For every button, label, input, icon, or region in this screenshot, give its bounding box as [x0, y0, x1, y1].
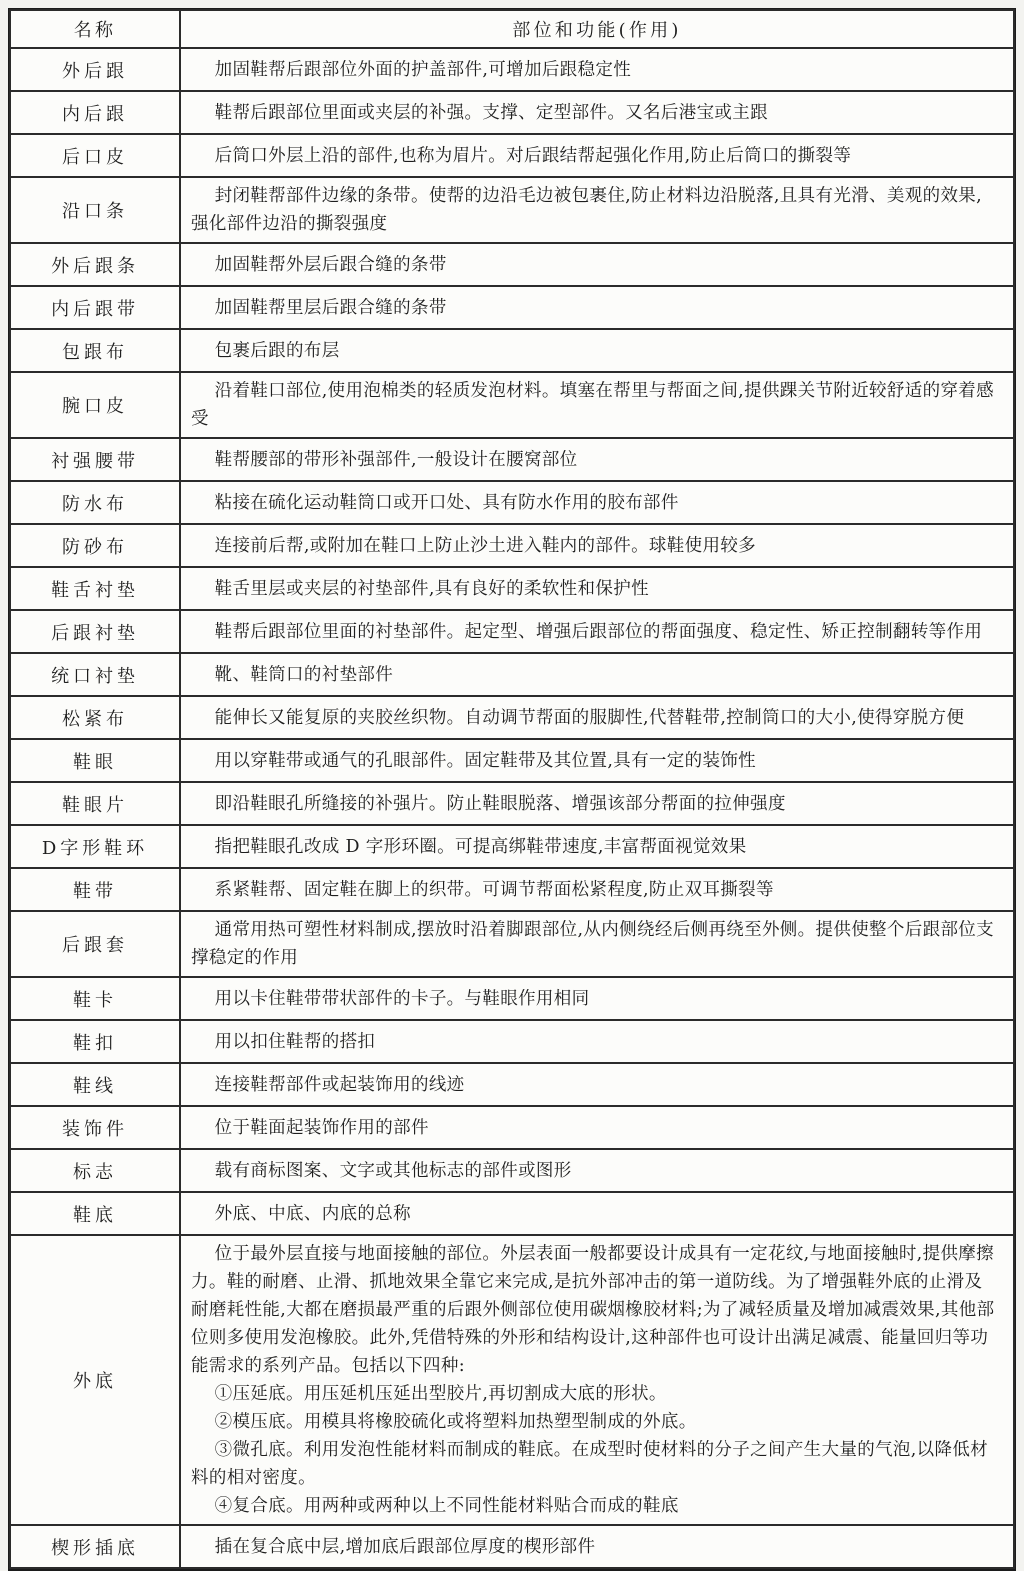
part-name-cell: 鞋线 — [10, 1063, 180, 1106]
part-function-paragraph: 外底、中底、内底的总称 — [214, 1203, 411, 1224]
table-row — [10, 524, 1014, 567]
part-name-cell: 后跟套 — [10, 911, 180, 977]
part-function-cell — [180, 91, 1014, 134]
document-page — [8, 8, 1016, 1571]
part-name-cell: 外后跟 — [10, 48, 180, 91]
part-function-cell — [180, 372, 1014, 438]
part-function-paragraph: 后筒口外层上沿的部件,也称为眉片。对后跟结帮起强化作用,防止后筒口的撕裂等 — [214, 145, 852, 166]
part-function-paragraph: 位于鞋面起装饰作用的部件 — [214, 1117, 429, 1138]
part-function-paragraph: 封闭鞋帮部件边缘的条带。使帮的边沿毛边被包裹住,防止材料边沿脱落,且具有光滑、美观的效果,强化部件边沿的撕裂强度 — [191, 186, 983, 234]
part-function-cell — [180, 286, 1014, 329]
part-function-paragraph: 用以扣住鞋帮的搭扣 — [214, 1031, 376, 1052]
table-row — [10, 1020, 1014, 1063]
table-row — [10, 481, 1014, 524]
part-function-cell — [180, 567, 1014, 610]
part-name-cell: 内后跟带 — [10, 286, 180, 329]
part-function-paragraph: ②模压底。用模具将橡胶硫化或将塑料加热塑型制成的外底。 — [214, 1412, 697, 1432]
part-function-cell — [180, 782, 1014, 825]
part-function-paragraph: 鞋帮后跟部位里面的衬垫部件。起定型、增强后跟部位的帮面强度、稳定性、矫正控制翻转等作用 — [214, 621, 983, 642]
part-function-paragraph: 即沿鞋眼孔所缝接的补强片。防止鞋眼脱落、增强该部分帮面的拉伸强度 — [214, 793, 786, 814]
table-row — [10, 372, 1014, 438]
table-row — [10, 567, 1014, 610]
table-row — [10, 286, 1014, 329]
table-row — [10, 911, 1014, 977]
part-function-cell — [180, 438, 1014, 481]
table-row — [10, 134, 1014, 177]
part-function-cell — [180, 825, 1014, 868]
part-name-cell: 松紧布 — [10, 696, 180, 739]
part-function-paragraph: ①压延底。用压延机压延出型胶片,再切割成大底的形状。 — [214, 1384, 667, 1404]
part-function-paragraph: 用以穿鞋带或通气的孔眼部件。固定鞋带及其位置,具有一定的装饰性 — [214, 750, 757, 771]
part-name-cell: 装饰件 — [10, 1106, 180, 1149]
parts-table-body — [10, 48, 1014, 1568]
part-function-cell — [180, 868, 1014, 911]
table-row — [10, 1235, 1014, 1525]
part-function-paragraph: 系紧鞋帮、固定鞋在脚上的织带。可调节帮面松紧程度,防止双耳撕裂等 — [214, 879, 774, 900]
part-function-cell — [180, 1063, 1014, 1106]
part-function-cell — [180, 911, 1014, 977]
table-row — [10, 696, 1014, 739]
table-header-row — [10, 10, 1014, 48]
part-name-cell: 防砂布 — [10, 524, 180, 567]
part-name-cell: 包跟布 — [10, 329, 180, 372]
part-function-cell — [180, 739, 1014, 782]
part-function-cell — [180, 977, 1014, 1020]
table-row — [10, 739, 1014, 782]
part-name-cell: 腕口皮 — [10, 372, 180, 438]
part-function-cell — [180, 1192, 1014, 1235]
part-function-cell — [180, 1235, 1014, 1525]
table-row — [10, 977, 1014, 1020]
part-function-paragraph: 靴、鞋筒口的衬垫部件 — [214, 664, 394, 685]
part-name-cell: 鞋带 — [10, 868, 180, 911]
part-name-cell: 防水布 — [10, 481, 180, 524]
table-row — [10, 48, 1014, 91]
table-row — [10, 438, 1014, 481]
table-row — [10, 653, 1014, 696]
part-function-paragraph: 连接前后帮,或附加在鞋口上防止沙土进入鞋内的部件。球鞋使用较多 — [214, 535, 757, 556]
part-function-cell — [180, 696, 1014, 739]
part-function-cell — [180, 610, 1014, 653]
table-row — [10, 1525, 1014, 1568]
part-name-cell: 标志 — [10, 1149, 180, 1192]
table-row — [10, 610, 1014, 653]
table-row — [10, 1149, 1014, 1192]
part-function-paragraph: 用以卡住鞋带带状部件的卡子。与鞋眼作用相同 — [214, 988, 590, 1009]
part-function-paragraph: 鞋帮后跟部位里面或夹层的补强。支撑、定型部件。又名后港宝或主跟 — [214, 102, 768, 123]
table-row — [10, 177, 1014, 243]
part-function-cell — [180, 177, 1014, 243]
part-function-paragraph: 插在复合底中层,增加底后跟部位厚度的楔形部件 — [214, 1536, 596, 1557]
part-name-cell: 外后跟条 — [10, 243, 180, 286]
table-row — [10, 1106, 1014, 1149]
part-function-cell — [180, 48, 1014, 91]
part-function-paragraph: 载有商标图案、文字或其他标志的部件或图形 — [214, 1160, 572, 1181]
part-function-paragraph: ③微孔底。利用发泡性能材料而制成的鞋底。在成型时使材料的分子之间产生大量的气泡,以降低材料的相对密度。 — [191, 1440, 989, 1488]
part-function-cell — [180, 481, 1014, 524]
part-function-cell — [180, 524, 1014, 567]
part-function-paragraph: 加固鞋帮后跟部位外面的护盖部件,可增加后跟稳定性 — [214, 59, 632, 80]
part-function-paragraph: 包裹后跟的布层 — [214, 340, 340, 361]
part-function-cell — [180, 134, 1014, 177]
part-name-cell: 统口衬垫 — [10, 653, 180, 696]
part-name-cell: D字形鞋环 — [10, 825, 180, 868]
header-function-column: 部位和功能(作用) — [180, 10, 1014, 48]
part-name-cell: 鞋卡 — [10, 977, 180, 1020]
table-row — [10, 782, 1014, 825]
table-row — [10, 868, 1014, 911]
table-row — [10, 1063, 1014, 1106]
part-name-cell: 鞋底 — [10, 1192, 180, 1235]
header-name-column: 名称 — [10, 10, 180, 48]
table-row — [10, 329, 1014, 372]
part-name-cell: 楔形插底 — [10, 1525, 180, 1568]
part-function-paragraph: 通常用热可塑性材料制成,摆放时沿着脚跟部位,从内侧绕经后侧再绕至外侧。提供使整个后跟部位支撑稳定的作用 — [191, 920, 994, 968]
part-function-cell — [180, 1525, 1014, 1568]
part-function-paragraph: 加固鞋帮里层后跟合缝的条带 — [214, 297, 447, 318]
part-name-cell: 鞋眼片 — [10, 782, 180, 825]
part-function-cell — [180, 653, 1014, 696]
part-name-cell: 鞋舌衬垫 — [10, 567, 180, 610]
table-row — [10, 1192, 1014, 1235]
part-function-paragraph: 沿着鞋口部位,使用泡棉类的轻质发泡材料。填塞在帮里与帮面之间,提供踝关节附近较舒适的穿着感受 — [191, 381, 994, 429]
part-function-paragraph: 加固鞋帮外层后跟合缝的条带 — [214, 254, 447, 275]
part-function-paragraph: 连接鞋帮部件或起装饰用的线迹 — [214, 1074, 465, 1095]
part-name-cell: 沿口条 — [10, 177, 180, 243]
table-row — [10, 91, 1014, 134]
part-function-paragraph: 粘接在硫化运动鞋筒口或开口处、具有防水作用的胶布部件 — [214, 492, 679, 513]
part-function-cell — [180, 1149, 1014, 1192]
part-name-cell: 鞋扣 — [10, 1020, 180, 1063]
part-function-paragraph: 鞋帮腰部的带形补强部件,一般设计在腰窝部位 — [214, 449, 578, 470]
part-function-cell — [180, 329, 1014, 372]
part-function-paragraph: 鞋舌里层或夹层的衬垫部件,具有良好的柔软性和保护性 — [214, 578, 649, 599]
part-function-cell — [180, 1106, 1014, 1149]
part-function-cell — [180, 243, 1014, 286]
part-function-paragraph: 指把鞋眼孔改成 D 字形环圈。可提高绑鞋带速度,丰富帮面视觉效果 — [214, 836, 747, 857]
part-name-cell: 鞋眼 — [10, 739, 180, 782]
part-name-cell: 外底 — [10, 1235, 180, 1525]
part-function-cell — [180, 1020, 1014, 1063]
part-name-cell: 后跟衬垫 — [10, 610, 180, 653]
part-function-paragraph: 位于最外层直接与地面接触的部位。外层表面一般都要设计成具有一定花纹,与地面接触时,提供摩擦力。鞋的耐磨、止滑、抓地效果全靠它来完成,是抗外部冲击的第一道防线。为了增强鞋外底的止滑及耐磨耗性能,大都在磨损最严重的后跟外侧部位使用碳烟橡胶材料;为了减轻质量及增加减震效果,其他部位则多使用发泡橡胶。此外,凭借特殊的外形和结构设计,这种部件也可设计出满足减震、能量回归等功能需求的系列产品。包括以下四种: — [191, 1244, 995, 1376]
table-row — [10, 243, 1014, 286]
part-function-paragraph: 能伸长又能复原的夹胶丝织物。自动调节帮面的服脚性,代替鞋带,控制筒口的大小,使得穿脱方便 — [214, 707, 965, 728]
part-name-cell: 后口皮 — [10, 134, 180, 177]
part-function-paragraph: ④复合底。用两种或两种以上不同性能材料贴合而成的鞋底 — [214, 1496, 679, 1516]
part-name-cell: 内后跟 — [10, 91, 180, 134]
part-name-cell: 衬强腰带 — [10, 438, 180, 481]
table-row — [10, 825, 1014, 868]
shoe-parts-table — [9, 9, 1015, 1569]
